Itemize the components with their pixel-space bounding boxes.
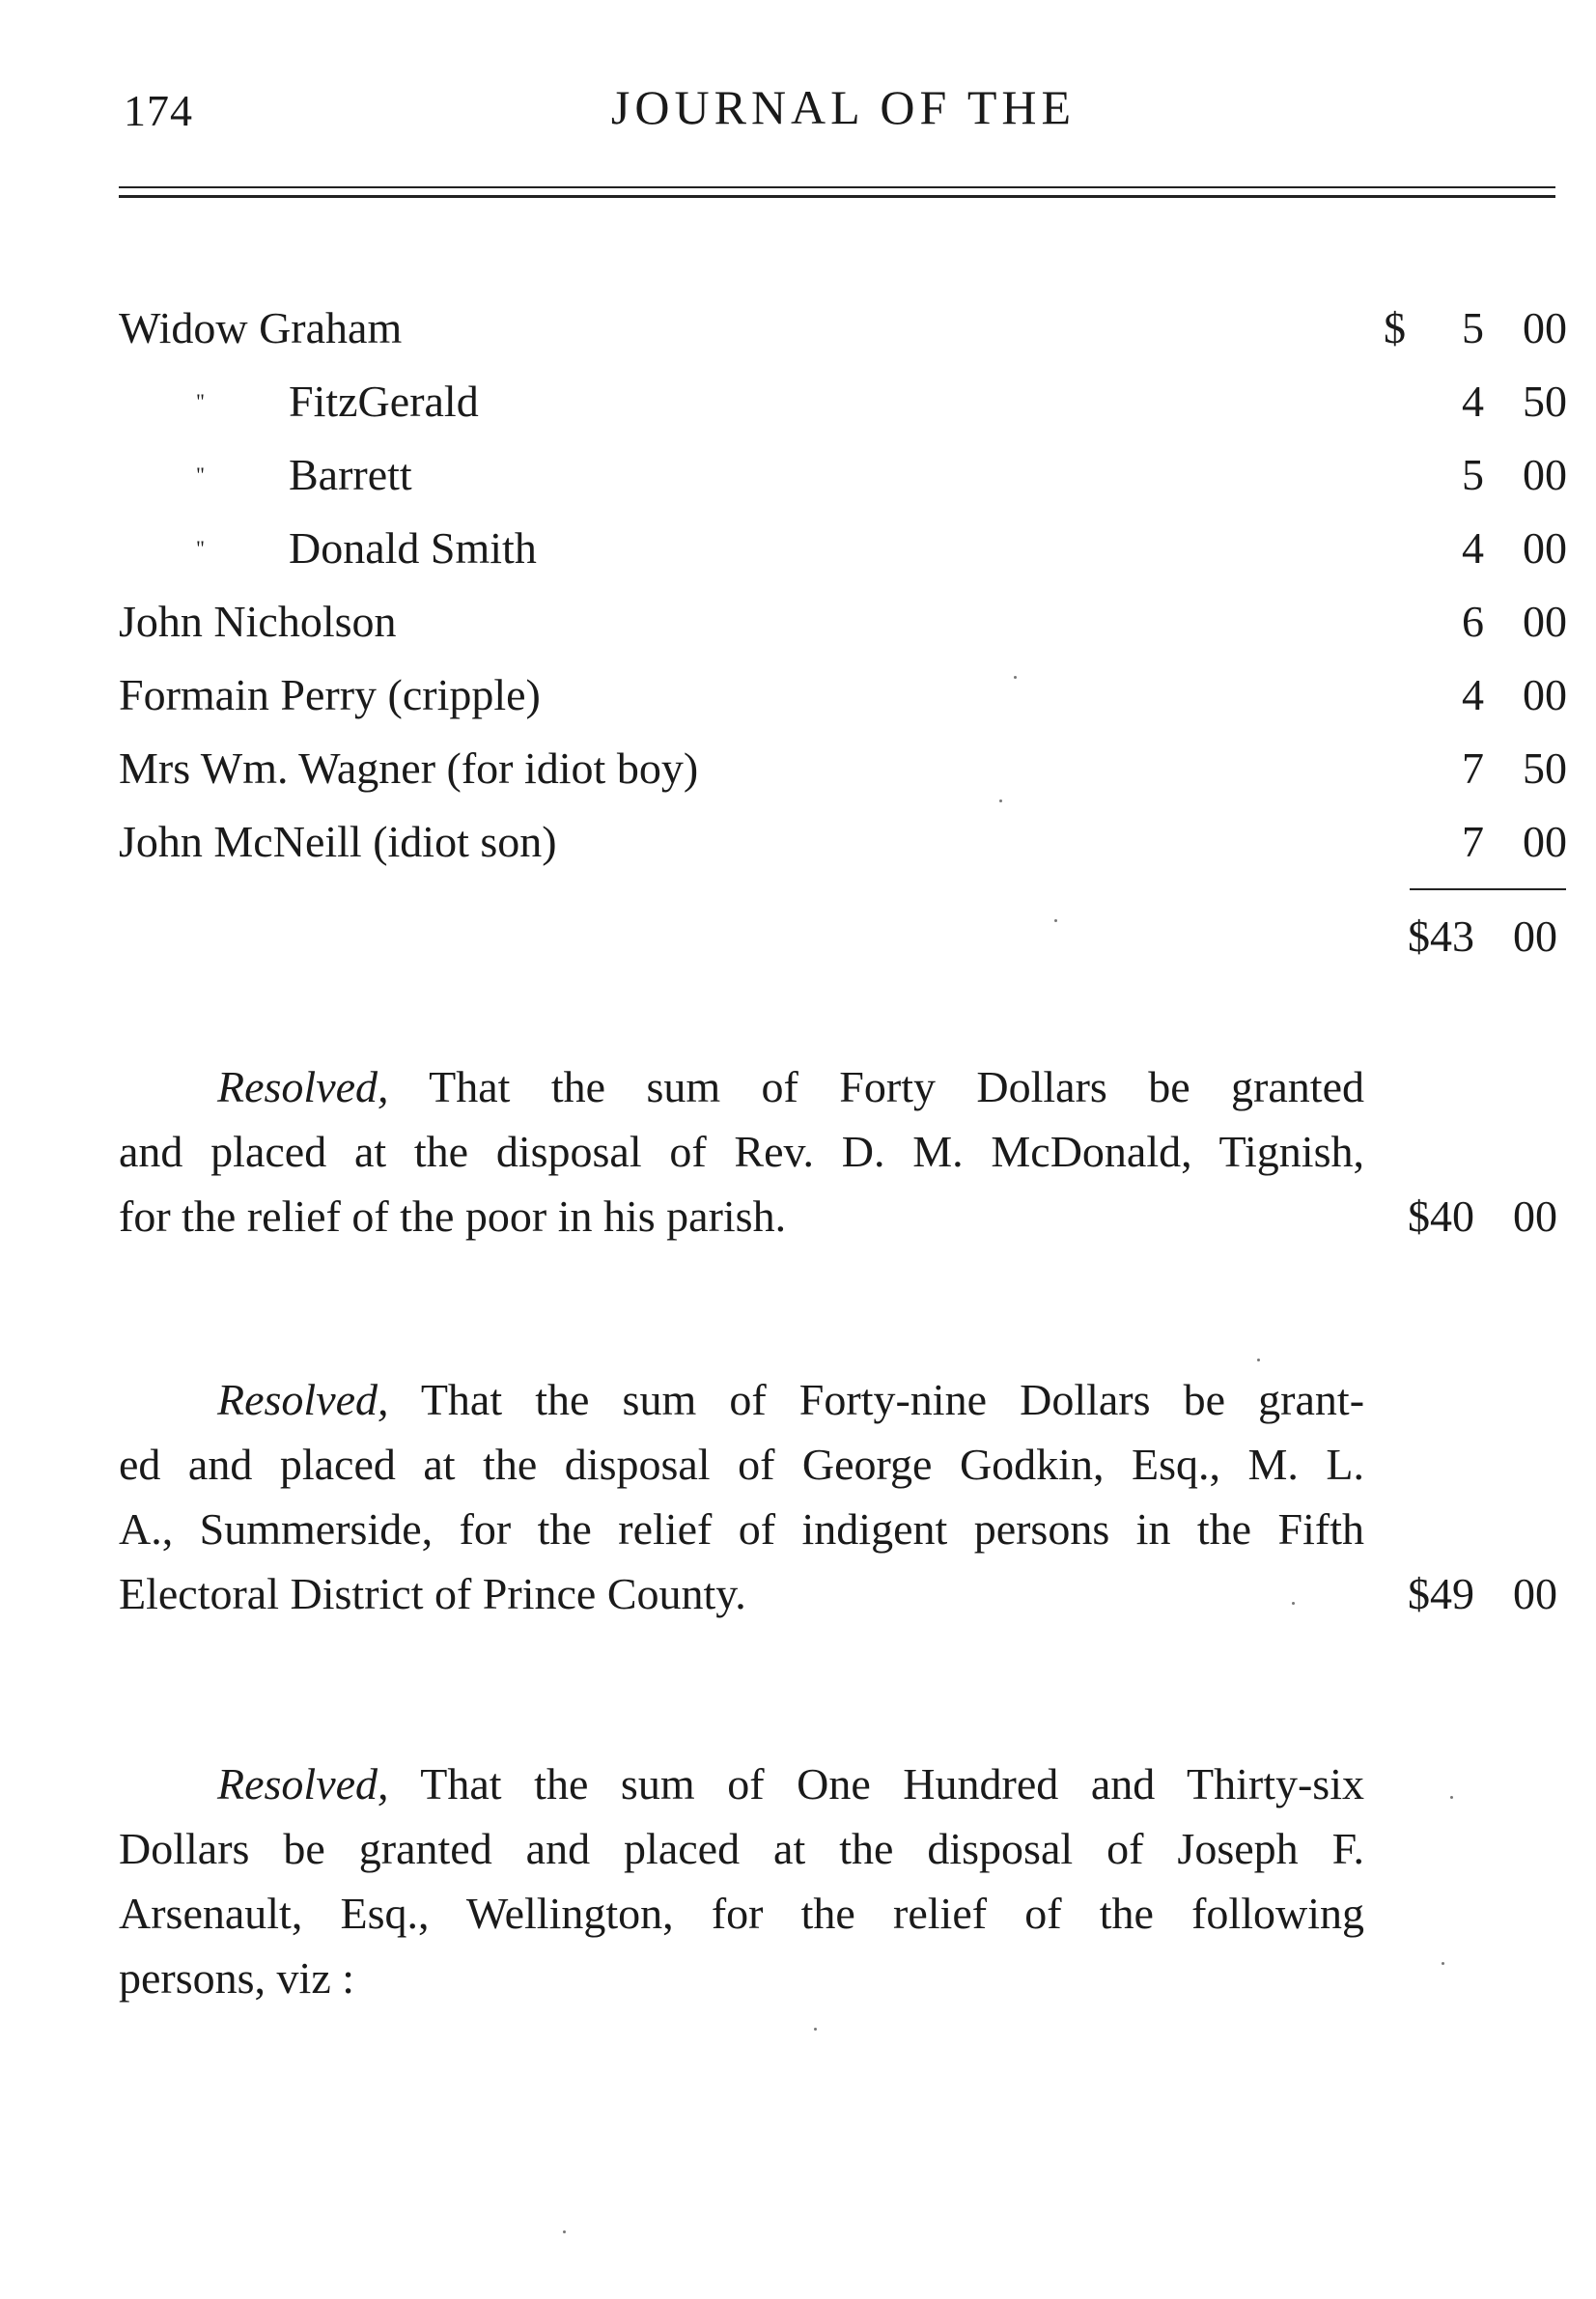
resolution-text: That the sum of Forty-nine Dollars be grant- [420, 1375, 1365, 1424]
resolution-paragraph [119, 1054, 1364, 1248]
header-double-rule [119, 186, 1555, 198]
amount-cents: 00 [1513, 1569, 1557, 1618]
print-speck [1257, 1359, 1260, 1361]
resolution-line: Dollars be granted and placed at the disposal of Joseph F. [119, 1824, 1364, 1873]
resolution-line: ed and placed at the disposal of George Godkin, Esq., M. L. [119, 1440, 1364, 1489]
resolution-line: Arsenault, Esq., Wellington, for the relief of the following [119, 1889, 1364, 1938]
resolution-paragraph [119, 1367, 1364, 1626]
ledger-name: John McNeill (idiot son) [119, 817, 557, 866]
amount-dollars: 7 [1462, 817, 1484, 866]
print-speck [1054, 919, 1057, 922]
relief-ledger [119, 292, 1567, 879]
amount-dollars: 4 [1462, 670, 1484, 719]
amount-dollars: 4 [1462, 377, 1484, 426]
ledger-row [119, 438, 1567, 512]
amount-cents: 00 [1523, 597, 1567, 646]
resolution-text: That the sum of Forty Dollars be granted [429, 1062, 1364, 1111]
ledger-name: Formain Perry (cripple) [119, 670, 541, 719]
ditto-mark: " [196, 463, 206, 487]
resolution-line [119, 1752, 1364, 1816]
amount-dollars: 6 [1462, 597, 1484, 646]
ledger-row [119, 512, 1567, 585]
amount-cents: 00 [1523, 303, 1567, 352]
resolved-keyword: Resolved, [217, 1759, 389, 1808]
ledger-name: Donald Smith [289, 523, 537, 573]
amount-cents: 00 [1523, 523, 1567, 573]
amount-cents: 00 [1523, 670, 1567, 719]
print-speck [1450, 1796, 1453, 1799]
amount-dollars: 5 [1462, 303, 1484, 352]
print-speck [1014, 676, 1017, 679]
amount-cents: 00 [1513, 1192, 1557, 1241]
ledger-amount [1384, 585, 1567, 659]
amount-dollars: 7 [1462, 743, 1484, 793]
amount-cents: 00 [1523, 450, 1567, 499]
resolution-line [119, 1367, 1364, 1432]
amount-dollars: 5 [1462, 450, 1484, 499]
ledger-amount [1384, 805, 1567, 879]
resolution-line: A., Summerside, for the relief of indigent persons in the Fifth [119, 1504, 1364, 1554]
resolution-line: persons, viz : [119, 1953, 355, 2003]
ledger-row [119, 659, 1567, 732]
resolved-keyword: Resolved, [217, 1375, 389, 1424]
ledger-name: FitzGerald [289, 377, 479, 426]
ledger-amount [1384, 659, 1567, 732]
ledger-row [119, 292, 1567, 365]
page-number: 174 [124, 86, 193, 135]
resolution-paragraph [119, 1752, 1364, 2010]
total-dollars: $43 [1408, 911, 1474, 961]
resolution-amount [1408, 1561, 1557, 1626]
ledger-name: Widow Graham [119, 303, 403, 352]
ledger-row [119, 805, 1567, 879]
ledger-amount [1384, 438, 1567, 512]
resolution-text: That the sum of One Hundred and Thirty-six [420, 1759, 1364, 1808]
dollar-sign: $ [1384, 303, 1406, 352]
resolved-keyword: Resolved, [217, 1062, 389, 1111]
print-speck [1292, 1602, 1295, 1605]
amount-cents: 50 [1523, 377, 1567, 426]
ledger-amount [1384, 732, 1567, 805]
print-speck [999, 799, 1002, 802]
ledger-row [119, 365, 1567, 438]
print-speck [563, 2230, 566, 2233]
running-head: JOURNAL OF THE [610, 80, 1077, 134]
ledger-row [119, 732, 1567, 805]
resolution-line: for the relief of the poor in his parish. [119, 1192, 787, 1241]
resolution-line [119, 1054, 1364, 1119]
ledger-name: Mrs Wm. Wagner (for idiot boy) [119, 743, 699, 793]
ledger-amount [1384, 512, 1567, 585]
ledger-total [1408, 900, 1557, 973]
ledger-name: Barrett [289, 450, 412, 499]
total-cents: 00 [1513, 911, 1557, 961]
resolution-line: and placed at the disposal of Rev. D. M. McDonald, Tignish, [119, 1127, 1364, 1176]
ditto-mark: " [196, 389, 206, 413]
ledger-amount [1384, 292, 1567, 365]
total-rule [1410, 888, 1566, 890]
resolution-amount [1408, 1184, 1557, 1248]
print-speck [814, 2028, 817, 2031]
ledger-row [119, 585, 1567, 659]
amount-dollars: 4 [1462, 523, 1484, 573]
print-speck [1442, 1962, 1444, 1965]
ledger-amount [1384, 365, 1567, 438]
amount-dollars: $49 [1408, 1569, 1474, 1618]
ditto-mark: " [196, 536, 206, 560]
amount-cents: 00 [1523, 817, 1567, 866]
resolution-line: Electoral District of Prince County. [119, 1569, 746, 1618]
amount-cents: 50 [1523, 743, 1567, 793]
amount-dollars: $40 [1408, 1192, 1474, 1241]
ledger-name: John Nicholson [119, 597, 397, 646]
